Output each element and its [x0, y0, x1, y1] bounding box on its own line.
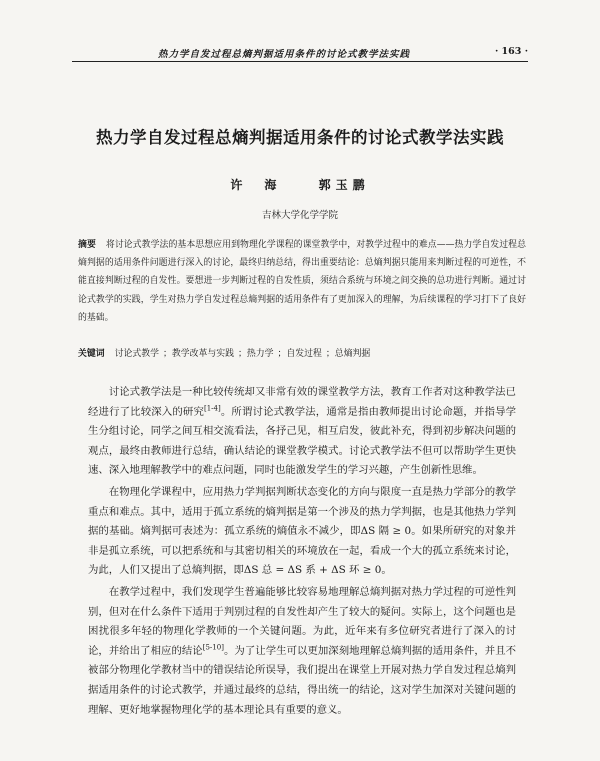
keyword: 讨论式教学 [114, 349, 159, 359]
total-entropy-inequality: ΔS 总 = ΔS 系 + ΔS 环 ≥ 0。 [243, 564, 392, 577]
abstract-text: 将讨论式教学法的基本思想应用到物理化学课程的课堂教学中，对教学过程中的难点——热力学自发过程总熵判据的适用条件问题进行深入的讨论，最终归纳总结，得出重要结论：总熵判据只能用来判断过程的可逆性，不能直接判断过程的自发性。要想进一步判断过程的自发性质，须结合系统与环境之间交换的总功进行判断。通过讨论式教学的实践，学生对热力学自发过程总熵判据的适用条件有了更加深入的理解，为后续课程的学习打下了良好的基础。 [78, 240, 527, 323]
author-list [0, 176, 600, 193]
running-head [72, 46, 528, 62]
abstract [78, 236, 526, 327]
citation: [5-10] [202, 643, 224, 652]
entropy-inequality: ΔS 隔 ≥ 0。 [360, 525, 422, 538]
author-name: 郭玉鹏 [318, 178, 370, 192]
citation: [1-4] [204, 404, 221, 413]
affiliation: 吉林大学化学学院 [261, 210, 338, 221]
body-text [88, 383, 516, 722]
article-title: 热力学自发过程总熵判据适用条件的讨论式教学法实践 [96, 128, 504, 147]
paragraph: 在教学过程中，我们发现学生普遍能够比较容易地理解总熵判据对热力学过程的可逆性判别，但对在什么条件下适用于判别过程的自发性却产生了较大的疑问。实际上，这个问题也是困扰很多年轻的物理化学教师的一个关键问题。为此，近年来有多位研究者进行了深入的讨论，并给出了相应的结论[5-10]。为了让学生可以更加深刻地理解总熵判据的适用条件，并且不被部分物理化学教材当中的错误结论所误导，我们提出在课堂上开展对热力学自发过程总熵判据适用条件的讨论式教学，并通过最终的总结，得出统一的结论，这对学生加深对关键问题的理解、更好地掌握物理化学的基本理论具有重要的意义。 [88, 585, 517, 716]
running-head-title: 热力学自发过程总熵判据适用条件的讨论式教学法实践 [158, 49, 411, 60]
abstract-label: 摘要 [78, 240, 96, 250]
author-name: 许 海 [230, 178, 282, 192]
paragraph: 在物理化学课程中，应用热力学判据判断状态变化的方向与限度一直是热力学部分的教学重点和难点。其中，适用于孤立系统的熵判据是第一个涉及的热力学判据，也是其他热力学判据的基础。熵判据可表述为：孤立系统的熵值永不减少，即ΔS 隔 ≥ 0。如果所研究的对象并非是孤立系统，可以把系统和与其密切相关的环境放在一起，看成一个大的孤立系统来讨论，为此，人们又提出了总熵判据，即ΔS 总 = ΔS 系 + ΔS 环 ≥ 0。 [88, 485, 517, 577]
keyword: 热力学 [246, 349, 274, 359]
keyword: 教学改革与实践 [171, 349, 234, 359]
page-number: · 163 · [494, 46, 528, 57]
header-rule [72, 61, 528, 62]
paragraph: 讨论式教学法是一种比较传统却又非常有效的课堂教学方法，教育工作者对这种教学法已经进行了比较深入的研究[1-4]。所谓讨论式教学法，通常是指由教师提出讨论命题，并指导学生分组讨论，同学之间互相交流看法，各抒己见，相互启发，彼此补充，得到初步解决问题的观点，最终由教师进行总结，确认结论的课堂教学模式。讨论式教学法不但可以帮助学生更快速、深入地理解教学中的难点问题，同时也能激发学生的学习兴趣，产生创新性思维。 [88, 386, 516, 477]
keywords: 关键词 讨论式教学 ；教学改革与实践 ；热力学 ；自发过程 ；总熵判据 [78, 349, 371, 359]
keyword: 总熵判据 [334, 349, 371, 359]
keyword: 自发过程 [286, 349, 322, 359]
keywords-label: 关键词 [78, 349, 105, 359]
